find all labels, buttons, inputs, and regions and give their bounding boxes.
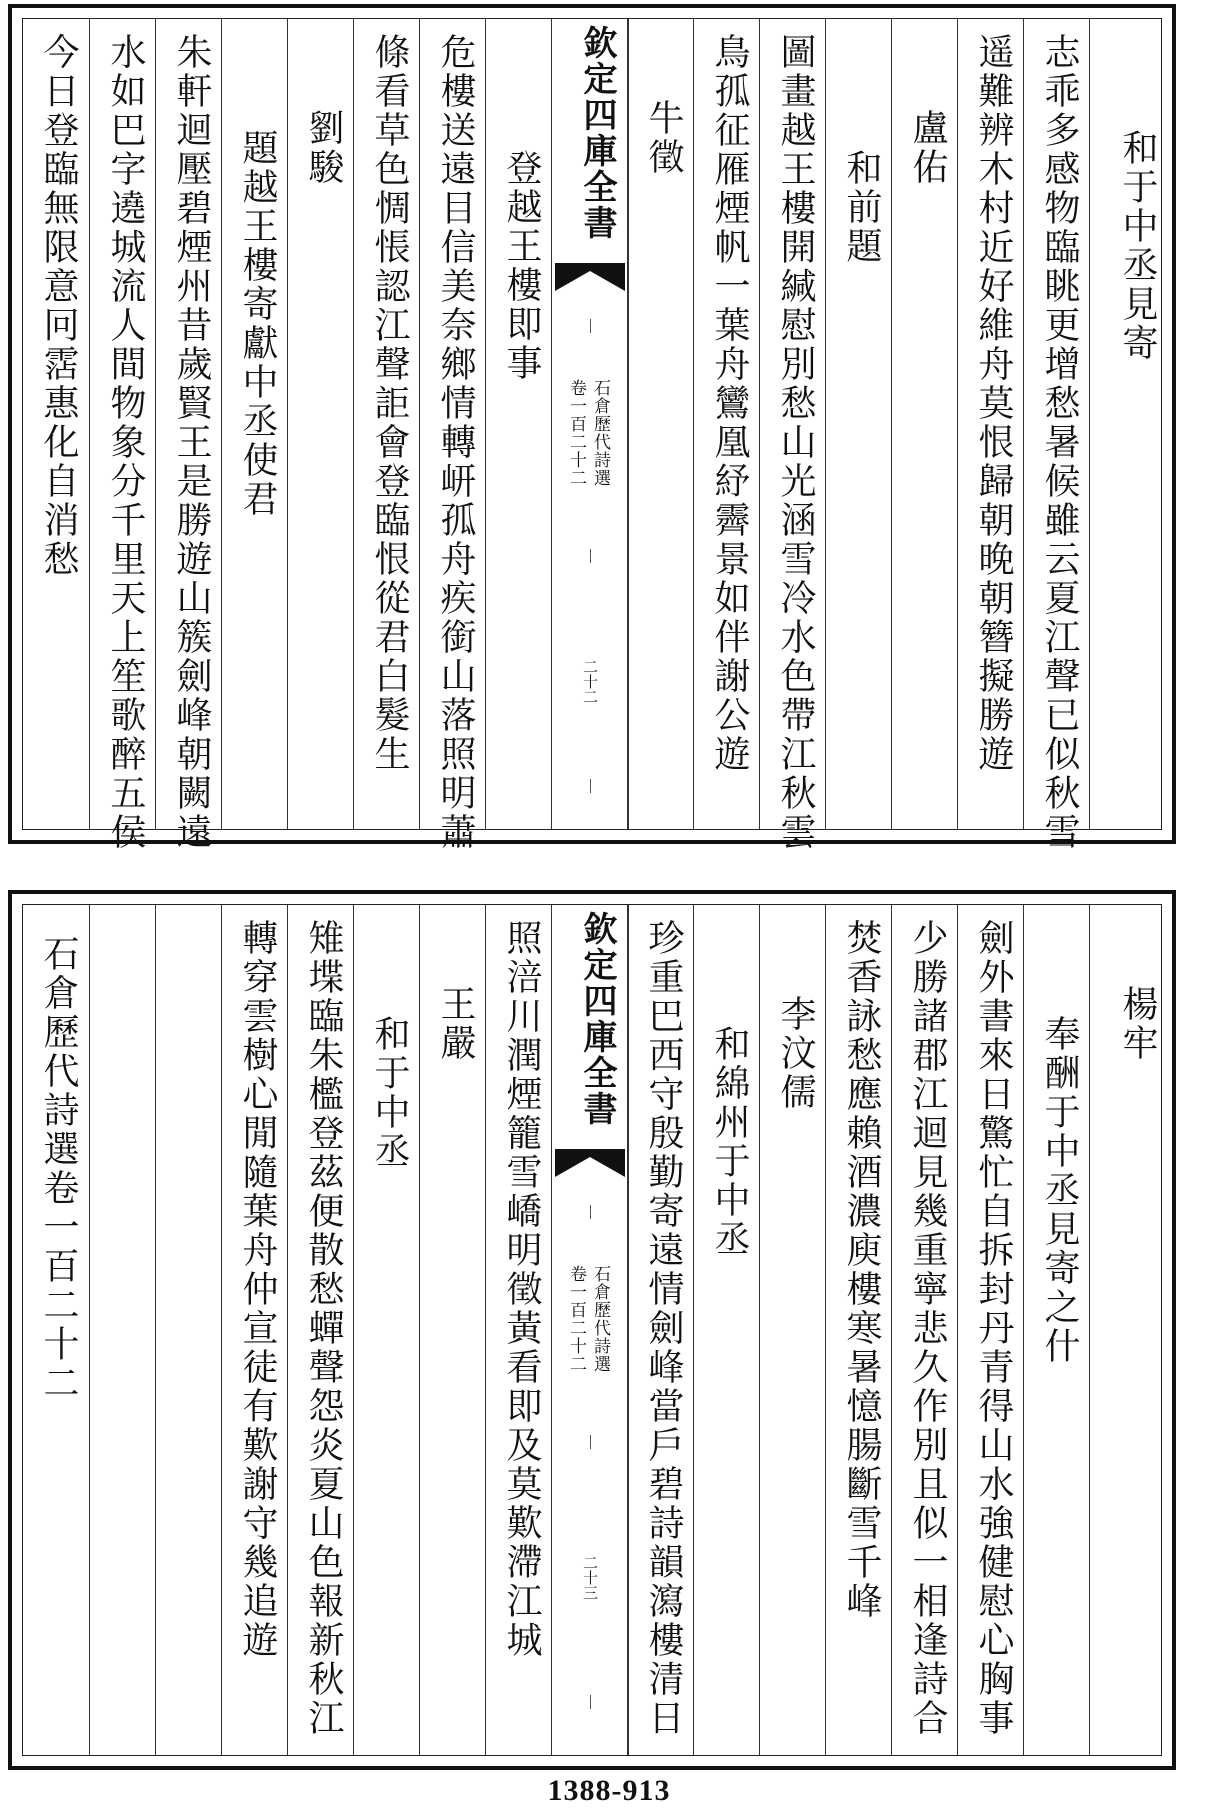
poet-name: 盧佑 xyxy=(907,109,948,187)
top-page-frame xyxy=(22,18,1162,852)
fold-tick xyxy=(590,1205,591,1219)
text-column xyxy=(353,19,420,829)
top-page-panel xyxy=(8,4,1176,852)
text-column xyxy=(957,19,1024,829)
text-column xyxy=(1023,905,1090,1755)
poet-name: 王嚴 xyxy=(435,985,476,1063)
poem-line: 今日登臨無限意冋霑惠化自消愁 xyxy=(38,33,79,579)
page-number: 1388-913 xyxy=(547,1774,671,1807)
poem-line: 遥難辨木村近好維舟莫恨歸朝晚朝簪擬勝遊 xyxy=(973,33,1014,774)
bottom-page-panel xyxy=(8,890,1176,1770)
poem-line: 條看草色惆悵認江聲詎會登臨恨從君白髮生 xyxy=(369,33,410,774)
poem-line: 危樓送遠目信美奈鄉情轉岍孤舟疾銜山落照明蕭 xyxy=(435,33,476,852)
poem-line: 少勝諸郡江迴見幾重寧悲久作別且似一相逢詩合 xyxy=(907,919,948,1738)
fold-tick xyxy=(590,319,591,333)
volume-number: 卷一百二十二 xyxy=(566,379,586,487)
bottom-page-frame xyxy=(22,904,1162,1756)
collection-title: 欽定四庫全書 xyxy=(577,25,617,241)
text-column xyxy=(89,19,156,852)
fold-tick xyxy=(590,779,591,793)
poem-line: 轉穿雲樹心閒隨葉舟仲宣徒有歎謝守幾追遊 xyxy=(237,919,278,1660)
text-column xyxy=(825,905,892,1755)
center-fold xyxy=(551,19,629,829)
poem-line: 水如巴字遶城流人間物象分千里天上笙歌醉五侯 xyxy=(105,33,146,852)
leaf-number: 二十三 xyxy=(581,1555,599,1600)
text-column xyxy=(1023,19,1090,852)
leaf-number: 二十二 xyxy=(581,659,599,704)
text-column xyxy=(155,905,222,1755)
volume-number: 卷一百二十二 xyxy=(566,1265,586,1373)
volume-end-line: 石倉歷代詩選卷一百二十二 xyxy=(38,935,79,1403)
poem-title: 題越王樓寄獻中丞使君 xyxy=(237,129,278,519)
text-column xyxy=(693,905,760,1755)
poem-line: 朱軒迴壓碧煙州昔歲賢王是勝遊山簇劍峰朝闕遠 xyxy=(171,33,212,852)
book-title: 石倉歷代詩選 xyxy=(590,379,610,487)
text-column xyxy=(891,905,958,1755)
collection-title: 欽定四庫全書 xyxy=(577,911,617,1127)
poet-name: 牛徵 xyxy=(643,99,684,177)
poem-line: 照涪川潤煙籠雪嶠明徵黃看即及莫歎滯江城 xyxy=(501,919,542,1660)
text-column xyxy=(759,19,826,852)
text-column xyxy=(353,905,420,1755)
poem-line: 鳥孤征雁煙帆一葉舟鸞凰紓霽景如伴謝公遊 xyxy=(709,33,750,774)
text-column xyxy=(155,19,222,852)
poem-line: 焚香詠愁應賴酒濃庾樓寒暑憶腸斷雪千峰 xyxy=(841,919,882,1621)
text-column xyxy=(759,905,826,1755)
text-column xyxy=(221,19,288,829)
poem-line: 珍重巴西守殷勤寄遠情劍峰當戶碧詩韻瀉樓清日 xyxy=(643,919,684,1738)
poem-line: 雉堞臨朱檻登茲便散愁蟬聲怨炎夏山色報新秋江 xyxy=(303,919,344,1738)
text-column xyxy=(891,19,958,829)
text-column xyxy=(23,905,89,1755)
poem-line: 圖畫越王樓開緘慰別愁山光涵雪冷水色帶江秋雲 xyxy=(775,33,816,852)
poet-name: 楊牢 xyxy=(1117,985,1158,1063)
text-column xyxy=(627,19,694,829)
center-fold xyxy=(551,905,629,1755)
poem-title: 和于中丞見寄 xyxy=(1117,129,1158,363)
text-column xyxy=(419,19,486,852)
text-column xyxy=(221,905,288,1755)
text-column xyxy=(287,905,354,1755)
text-column xyxy=(23,19,89,829)
text-column xyxy=(485,19,552,829)
poem-title: 登越王樓即事 xyxy=(501,149,542,383)
text-column xyxy=(693,19,760,829)
poem-title: 和于中丞 xyxy=(369,1015,410,1171)
text-column xyxy=(287,19,354,829)
text-column xyxy=(1089,905,1168,1755)
text-column xyxy=(419,905,486,1755)
fishtail-ornament xyxy=(555,263,625,291)
fold-tick xyxy=(590,1695,591,1709)
text-column xyxy=(89,905,156,1755)
fold-tick xyxy=(590,1435,591,1449)
text-column xyxy=(825,19,892,829)
text-column xyxy=(485,905,552,1755)
poet-name: 李汶儒 xyxy=(775,995,816,1112)
poem-title: 和前題 xyxy=(841,149,882,266)
poem-title: 和綿州于中丞 xyxy=(709,1025,750,1259)
poem-line: 劍外書來日驚忙自拆封丹青得山水強健慰心胸事 xyxy=(973,919,1014,1738)
text-column xyxy=(1089,19,1168,829)
fold-tick xyxy=(590,549,591,563)
poet-name: 劉駿 xyxy=(303,109,344,187)
text-column xyxy=(627,905,694,1755)
poem-line: 志乖多感物臨眺更增愁暑候雖云夏江聲已似秋雪 xyxy=(1039,33,1080,852)
fishtail-ornament xyxy=(555,1149,625,1177)
poem-title: 奉酬于中丞見寄之什 xyxy=(1039,1015,1080,1366)
book-title: 石倉歷代詩選 xyxy=(590,1265,610,1373)
text-column xyxy=(957,905,1024,1755)
